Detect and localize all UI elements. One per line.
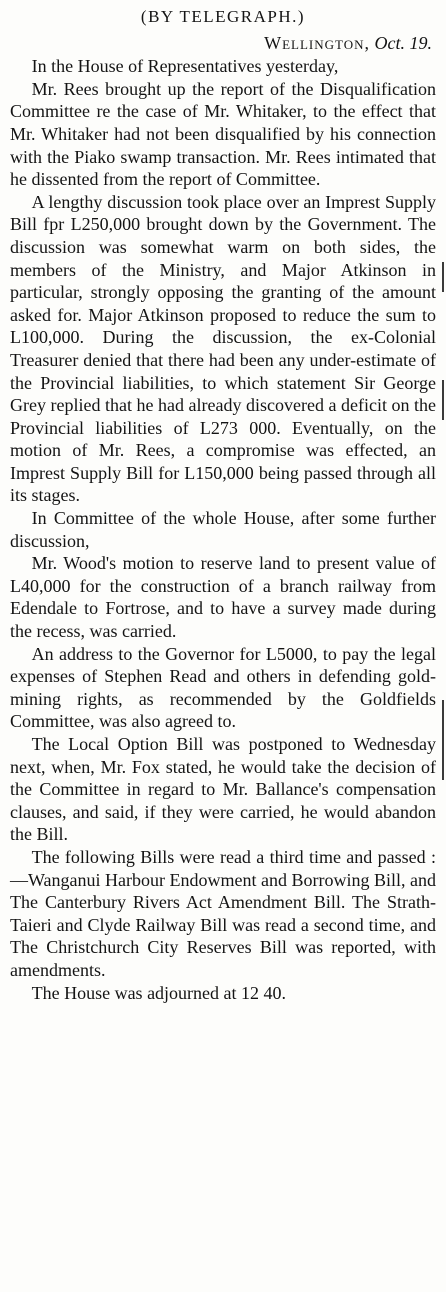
column-rule — [442, 700, 444, 780]
dateline — [10, 32, 436, 55]
article-paragraph: Mr. Wood's motion to reserve land to present value of L40,000 for the construction of a branch railway from Edendale to Fortrose, and to have a survey made during the recess, was carried. — [10, 553, 436, 642]
article-paragraph: In the House of Representatives yesterday, — [31, 56, 339, 77]
article-paragraph: The following Bills were read a third time and passed :—Wanganui Harbour Endowment and Borrowing Bill, and The Canterbury Rivers Act Amendment Bill. The Strath-Taieri and Clyde Railway Bill was read a second time, and The Christchurch City Reserves Bill was reported, with amendments. — [10, 846, 436, 980]
telegraph-heading: (BY TELEGRAPH.) — [140, 7, 306, 26]
column-rule — [442, 262, 444, 292]
article-paragraph: An address to the Governor for L5000, to pay the legal expenses of Stephen Read and others in defending gold-mining rights, as recommended by the Goldfields Committee, was also agreed to. — [10, 643, 436, 732]
article-paragraph: In Committee of the whole House, after some further discussion, — [10, 508, 436, 551]
dateline-date: Oct. 19. — [374, 32, 432, 53]
column-rule — [442, 380, 444, 420]
article-paragraph: Mr. Rees brought up the report of the Disqualification Committee re the case of Mr. Whitaker, to the effect that Mr. Whitaker had not been disqualified by his connection with the Piako swamp transaction. Mr. Rees intimated that he dissented from the report of Committee. — [10, 78, 436, 190]
article-paragraph: A lengthy discussion took place over an Imprest Supply Bill fpr L250,000 brought down by the Government. The discussion was somewhat warm on both sides, the members of the Ministry, and Major Atkinson in particular, strongly opposing the granting of the amount asked for. Major Atkinson proposed to reduce the sum to L100,000. During the discussion, the ex-Colonial Treasurer denied that there had been any under-estimate of the Provincial liabilities, to which statement Sir George Grey replied that he had already discovered a deficit on the Provincial liabilities of L273 000. Eventually, on the motion of Mr. Rees, a compromise was effected, an Imprest Supply Bill for L150,000 being passed through all its stages. — [10, 191, 436, 506]
article-paragraph: The Local Option Bill was postponed to Wednesday next, when, Mr. Fox stated, he would take the decision of the Committee in regard to Mr. Ballance's compensation clauses, and said, if they were carried, he would abandon the Bill. — [10, 734, 436, 845]
article-paragraph: The House was adjourned at 12 40. — [31, 982, 287, 1003]
dateline-place: Wellington, — [264, 32, 370, 53]
